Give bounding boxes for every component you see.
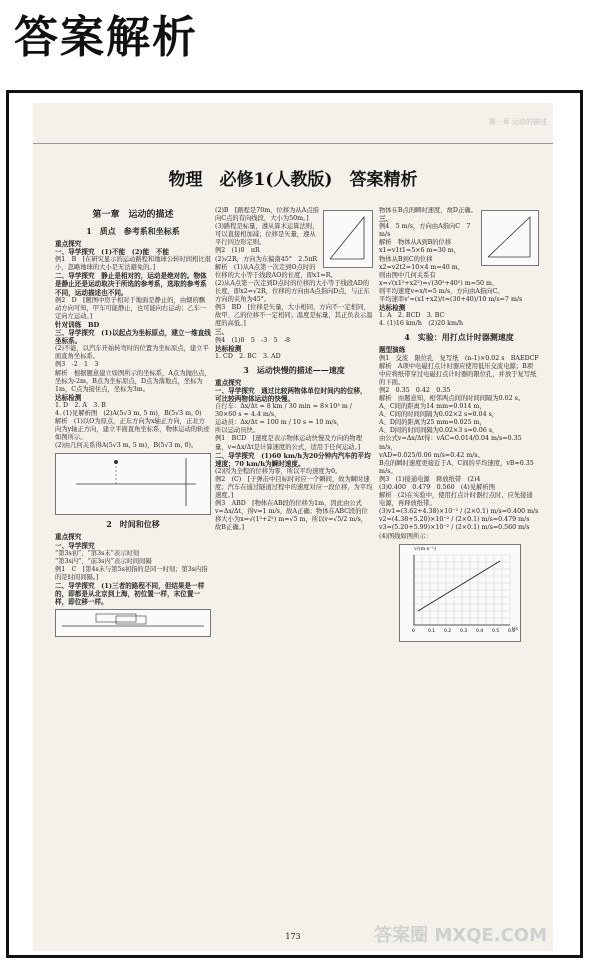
header-rule (33, 143, 553, 144)
text-line: 运动员：Δx/Δt = 100 m / 10 s = 10 m/s， (215, 419, 344, 427)
text-line: 所以运动员快。 (215, 427, 260, 435)
text-line: 例3 -2 1 3 (55, 361, 99, 369)
text-line: 例3 BD [位移是矢量，大小相同，方向不一定相同，故甲、乙的位移不一定相同；温度是标量，其正负表示温度的高低。] (215, 304, 373, 328)
text-line: 重点探究 (55, 533, 82, 542)
velocity-trend-line (418, 561, 500, 611)
x-tick-label: 0.1 (428, 628, 436, 634)
chapter-heading: 第一章 运动的描述 (92, 210, 174, 220)
section-heading-1: 1 质点 参考系和坐标系 (86, 226, 180, 236)
axis-diagram-svg (56, 454, 210, 512)
text-line: 例2 (C) [子弹击中目标时对应一个瞬间，故为瞬时速度；汽车在通过隧道过程中的速度对应一段位移，为平均速度。] (215, 475, 373, 500)
text-line: 1. D 2. A 3. B (55, 401, 106, 409)
text-line: x1=v1t1=5×6 m=30 m， (379, 247, 461, 255)
text-line: 重点探究 (55, 240, 82, 248)
text-line: A、D间的距离为25 mm=0.025 m， (379, 419, 486, 427)
text-line: 例4 (1)0 5 -3 5 -8 (215, 336, 290, 344)
velocity-time-graph (399, 544, 521, 642)
path-triangle-svg (324, 211, 370, 265)
scanned-page-frame (6, 90, 583, 958)
text-line: (3)路程是标量，遵从算术运算法则，可以直接相加减；位移是矢量，遵从平行四边形定则。 (215, 223, 319, 247)
text-line: 达标检测 (215, 344, 242, 353)
page-number: 173 (285, 932, 301, 941)
text-line: A、D间的时间间隔为0.02×3 s=0.06 s， (379, 427, 499, 435)
text-line: “第3s初”、“第3s末”表示时刻 (55, 549, 140, 557)
text-line: (3)v1=(3.62+4.38)×10⁻² / (2×0.1) m/s=0.400 m/s (379, 508, 539, 516)
text-line: 三、 (215, 328, 229, 337)
text-line: 1. A 2. BCD 3. BC (379, 312, 445, 320)
text-line: 解析 物体从A到B的位移 (379, 239, 452, 247)
text-line: 三、 (379, 215, 393, 224)
text-line: vAD=0.025/0.06 m/s≈0.42 m/s。 (379, 451, 484, 459)
watermark: 答案圈 MXQE.COM (374, 925, 547, 946)
textbook-page (33, 103, 553, 951)
x-tick-label: 0.2 (444, 628, 452, 634)
text-line: (2)因为全程的位移为零，所以平均速度为0。 (215, 467, 342, 475)
text-line: 一、导学探究 通过比较两物体单位时间内的位移，可比较两物体运动的快慢。 (215, 386, 367, 403)
text-line: “第3s内”、“前3s内”表示时间间隔 (55, 557, 152, 565)
column-1 (55, 207, 211, 927)
text-line: 例2 D [题图中房子相对于地面是静止的，由烟的飘动方向可知，甲车可能静止，也可能向右运动；乙车一定向左运动。] (55, 296, 207, 320)
graph-x-axis-label: t/s (511, 625, 518, 632)
text-line: (2)不能，以汽车开始转弯时的位置为坐标原点，建立平面直角坐标系。 (55, 345, 209, 361)
text-line: A、C间的距离为14 mm=0.014 m， (379, 403, 486, 411)
text-line: (2)从A点第一次走到D点时的位移的大小等于线段AD的长度，即x2=√2R，位移的方向由A点指向D点，与正东方向的夹角为45°。 (215, 279, 370, 304)
text-line: x=√(x1²+x2²)=√(30²+40²) m=50 m， (379, 279, 499, 287)
x-tick-label: 0.4 (476, 628, 484, 634)
text-line: 例2 0.35 0.42 0.35 (379, 386, 451, 394)
section-heading-2: 2 时间和位移 (106, 519, 160, 530)
column-2-text-2 (215, 379, 373, 533)
section-heading-3: 3 运动快慢的描述——速度 (243, 364, 345, 375)
answer-banner-title: 答案解析 (14, 12, 198, 63)
text-line: 平均速率v'=(x1+x2)/t=(30+40)/10 m/s=7 m/s (379, 296, 523, 304)
text-line: 针对训练 BD (55, 320, 100, 329)
text-line: 一、导学探究 (1)不能 (2)能 不能 (55, 248, 169, 257)
text-line: A、C间的时间间隔为0.02×2 s=0.04 s， (379, 411, 499, 419)
text-line: 由公式v=Δx/Δt得：vAC=0.014/0.04 m/s=0.35 m/s， (379, 435, 522, 451)
text-line: x2=v2t2=10×4 m=40 m， (379, 263, 465, 271)
text-line: 解析 A项中电磁打点计时器应使用低压交流电源；B项中应将纸带穿过电磁打点计时器的限位孔，并放于复写纸的下面。 (379, 362, 537, 386)
text-line: 例2 (1)0 πR (215, 247, 260, 255)
text-line: 例1 C [第4s末与第5s初指的是同一时刻；第3s内指的是时间间隔。] (55, 565, 208, 581)
velocity-time-graph-svg (400, 545, 518, 639)
text-line: 则平均速度v=x/t=5 m/s，方向由A指向C。 (379, 287, 504, 295)
text-line: 则由图中几何关系有 (379, 271, 436, 279)
text-line: 解析 (1)以O为原点，正东方向为x轴正方向，正北方向为y轴正方向，建立平面直角坐标系，物体运动的轨迹如图所示。 (55, 418, 210, 442)
x-tick-label: 0.5 (492, 628, 500, 634)
text-line: 例1 B [在研究显示的运动路程和地球公转时间相比很小，忽略地球的大小是无法避免的。] (55, 256, 211, 272)
text-line: 解析 由题意知，相邻两点间的时间间隔为0.02 s。 (379, 394, 525, 402)
text-line: (2)√2R，方向为东偏南45° 2.5πR (215, 255, 318, 263)
text-line: 解析 (2)在实验中，使用打点计时器打点时，应先接通电源，再释放纸带。 (379, 492, 533, 508)
text-line: (3)0.400 0.479 0.560 (4)见解析图 (379, 484, 495, 491)
column-3-text-2 (379, 346, 539, 540)
text-line: 达标检测 (379, 304, 406, 313)
section-heading-4: 4 实验：用打点计时器测速度 (404, 332, 514, 343)
text-line: 例4 5 m/s，方向由A指向C 7 m/s (379, 223, 471, 239)
text-line: 三、导学探究 (1)以起点为坐标原点，建立一维直线坐标系。 (55, 329, 211, 346)
displacement-figure (481, 210, 539, 266)
page-title: 物理 必修1(人教版) 答案精析 (168, 170, 418, 190)
column-2 (215, 207, 373, 927)
text-line: 二、导学探究 (1)60 km/h为20分钟内汽车的平均速度；70 km/h为瞬时速度。 (215, 451, 371, 468)
x-tick-label: 0.3 (460, 628, 468, 634)
text-line: 例1 BCD [速度是表示物体运动快慢及方向的物理量，v=Δx/Δt是计算速度的公式，适用于任何运动。] (215, 435, 363, 451)
graph-y-axis-label: v/(m·s⁻¹) (414, 545, 436, 552)
text-line: 重点探究 (215, 378, 242, 387)
x-tick-label: 0.6 (508, 628, 516, 634)
x-tick-label: 0 (412, 628, 415, 634)
text-line: (2)B [路程是70m，位移为从A点指向C点的有向线段，大小为50m。] (215, 207, 319, 223)
text-line: 解析 (1)从A点第一次走到O点时的位移的大小等于线段AO的长度，即x1=R。 (215, 263, 337, 279)
text-line: 一、导学探究 (55, 541, 95, 550)
text-line: v3=(5.20+5.99)×10⁻² / (2×0.1) m/s=0.560 m/s (379, 524, 530, 532)
column-3 (379, 207, 539, 927)
text-line: 物体在B点的瞬时速度，故D正确。 (379, 207, 477, 214)
text-line: 例3 ABD [物体在AB段的位移为1m，因此由公式v=Δx/Δt，得v=1 m/s，故A正确；物体在ABC段的位移大小为x=√(1²+2²) m=√5 m，所以v=√5/2 m/s，故B正确。] (215, 500, 368, 532)
text-line: 例1 交流 限位孔 复写纸 (n-1)×0.02 s BAEDCF (379, 354, 539, 362)
text-line: B点的瞬时速度更接近于A、C间的平均速度，vB≈0.35 m/s。 (379, 459, 534, 475)
text-line: 1. CD 2. BC 3. AD (215, 352, 281, 360)
text-line: 物体从B到C的位移 (379, 255, 433, 263)
column-1-text (55, 240, 211, 450)
coordinate-axis-figure (55, 453, 211, 515)
text-line: 4. (1)16 km/h (2)20 km/h (379, 320, 464, 328)
text-line: 自行车：Δx/Δt = 8 km / 30 min = 8×10³ m / 30×60 s ≈ 4.4 m/s， (215, 403, 352, 419)
text-line: 4. (1)见解析图 (2)A(5√3 m, 5 m)，B(5√3 m, 0) (55, 409, 202, 417)
displacement-triangle-svg (482, 211, 536, 263)
text-line: v2=(4.38+5.20)×10⁻² / (2×0.1) m/s=0.479 m/s (379, 516, 530, 524)
text-line: (2)由几何关系得A(5√3 m, 5 m)，B(5√3 m, 0)。 (55, 442, 198, 450)
text-line: 解析 根据题意建立如图所示的坐标系，A点为抛出点，坐标为-2m，B点为坐标原点，D点为落地点，坐标为1m，C点为接住点，坐标为3m。 (55, 369, 211, 393)
header-ghost-text: 第一章 运动的描述 (488, 118, 547, 126)
text-line: 达标检测 (55, 393, 82, 402)
timeline-figure (55, 609, 211, 637)
text-line: 二、导学探究 静止是相对的，运动是绝对的。物体是静止还是运动取决于所选的参考系，选取的参考系不同，运动描述也不同。 (55, 272, 207, 297)
text-line: 题型演练 (379, 346, 406, 355)
timeline-svg (56, 610, 210, 634)
text-line: (4)图线如图所示： (379, 532, 432, 540)
path-figure (323, 210, 373, 268)
column-1-text-2 (55, 533, 211, 606)
text-line: 二、导学探究 (1)三者的路程不同，但结果是一样的，即都是从北京到上海，初位置一样，末位置一样，即位移一样。 (55, 582, 205, 607)
text-line: 例3 (1)接通电源 释放纸带 (2)4 (379, 475, 481, 483)
